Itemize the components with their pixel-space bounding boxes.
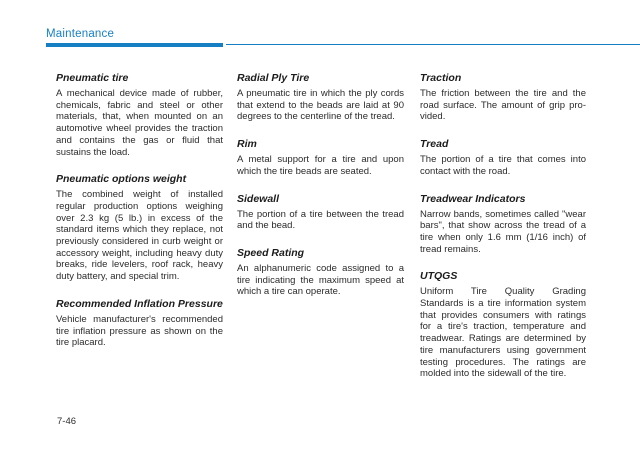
glossary-definition: The portion of a tire between the tread and the bead. [237,208,404,232]
glossary-term: Rim [237,138,257,151]
glossary-entry-treadwear-indicators [420,193,586,256]
glossary-definition: A pneumatic tire in which the ply cords that extend to the beads are laid at 90 degrees to the centerline of the tread. [237,88,404,123]
glossary-definition: Uniform Tire Quality Grading Standards is a tire information system that provides consumers with ratings for a tire's traction, temperature and treadwear. Ratings are determined by tire manufacturers using government testing procedures. The ratings are molded into the sidewall of the tire. [420,286,586,380]
glossary-entry-recommended-inflation-pressure [56,298,223,349]
header-rule-thin [226,44,640,45]
glossary-entry-sidewall [237,193,404,232]
glossary-definition: Narrow bands, sometimes called "wear bars", that show across the tread of a tire when only 1.6 mm (1/16 inch) of tread remains. [420,208,586,255]
glossary-definition: A mechanical device made of rubber, chemicals, fabric and steel or other materials, that, when mounted on an automotive wheel provides the traction and contains the gas or fluid that sustains the load. [56,88,223,158]
glossary-entry-radial-ply-tire [237,72,404,123]
glossary-entry-speed-rating [237,247,404,298]
glossary-definition: An alphanumeric code assigned to a tire indicating the maximum speed at which a tire can operate. [237,262,404,298]
header-underline-thick [46,43,223,47]
glossary-entry-utqgs [420,270,586,380]
glossary-column-2 [237,72,404,298]
glossary-columns [56,72,586,380]
glossary-entry-rim [237,138,404,177]
glossary-definition: The portion of a tire that comes into contact with the road. [420,154,586,177]
glossary-term: Sidewall [237,192,280,205]
glossary-term: Recommended Inflation Pressure [56,297,223,310]
glossary-term: Pneumatic options weight [56,173,187,186]
glossary-definition: The friction between the tire and the road surface. The amount of grip provided. [420,88,586,123]
glossary-term: UTQGS [420,270,458,283]
page-number: 7-46 [57,416,77,427]
chapter-title: Maintenance [46,28,115,40]
glossary-term: Radial Ply Tire [237,72,310,84]
glossary-entry-traction [420,72,586,123]
glossary-definition: A metal support for a tire and upon which the tire beads are seated. [237,154,404,177]
glossary-entry-pneumatic-options-weight [56,173,223,283]
glossary-term: Pneumatic tire [56,72,129,84]
glossary-column-3 [420,72,586,380]
glossary-term: Traction [420,72,462,84]
glossary-term: Treadwear Indicators [420,192,526,205]
glossary-definition: The combined weight of installed regular production options weighing over 2.3 kg (5 lb.) in excess of the standard items which they replace, not previously considered in curb weight or accessory weight, including heavy duty breaks, ride levelers, roof rack, heavy duty battery, and special trim. [56,189,223,283]
glossary-term: Tread [420,138,449,151]
glossary-entry-pneumatic-tire [56,72,223,158]
glossary-definition: Vehicle manufacturer's recommended tire inflation pressure as shown on the tire placard. [56,313,223,349]
glossary-column-1 [56,72,223,349]
glossary-entry-tread [420,138,586,177]
glossary-term: Speed Rating [237,246,305,259]
